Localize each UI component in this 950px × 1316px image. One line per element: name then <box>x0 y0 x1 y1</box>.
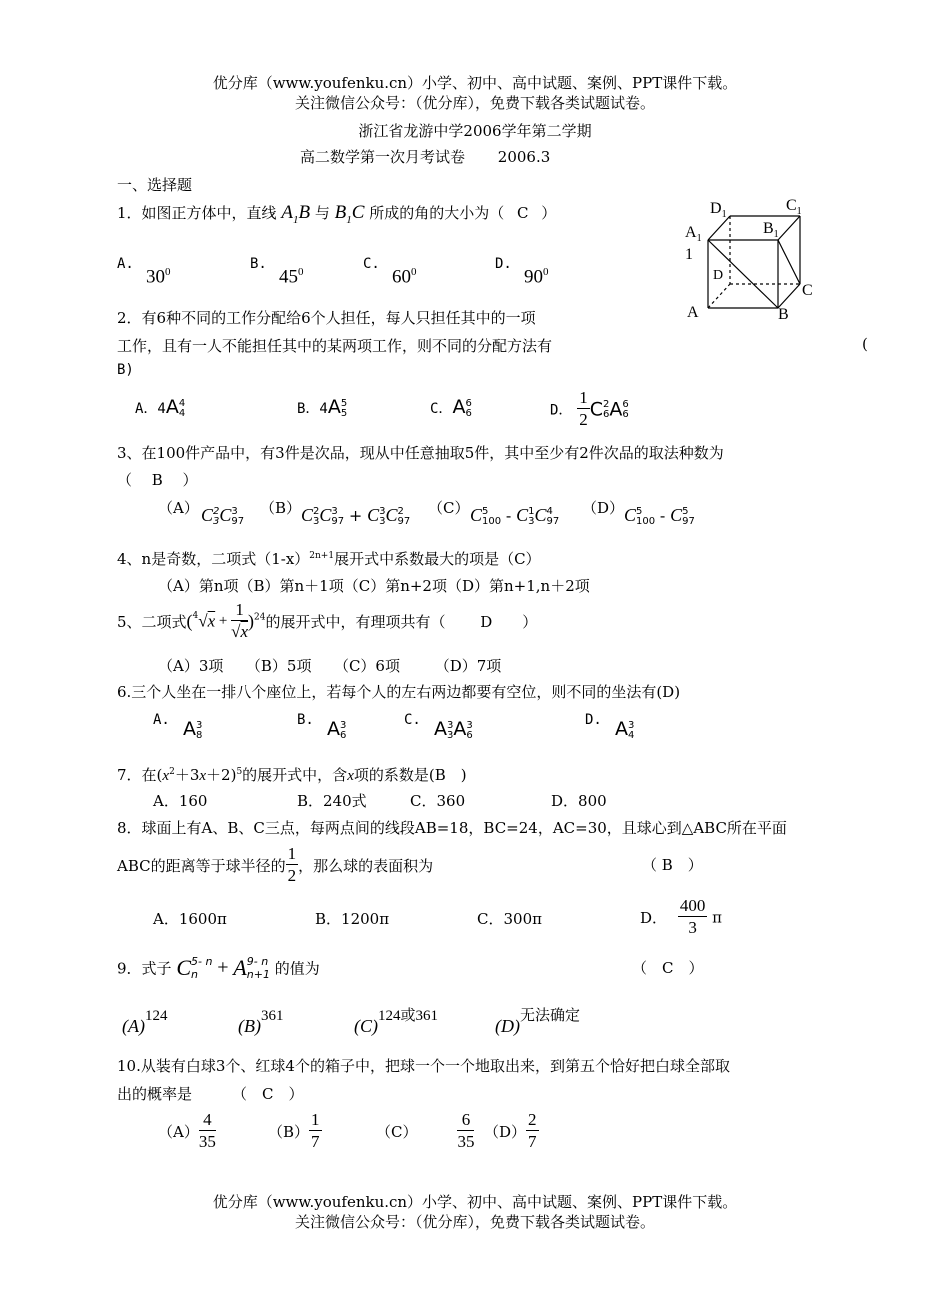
q6-opt-d: A3 4 <box>615 718 635 741</box>
q1-opt-a: $30^0$ <box>146 266 171 288</box>
q1-line-b1c: $B_1C$ <box>334 202 365 226</box>
q1-line-a1b: $A_1B$ <box>281 202 311 226</box>
q10-line2: 出的概率是 （ C ） <box>117 1085 304 1103</box>
q7-opt-d: D．800 <box>551 792 607 810</box>
q8-line2: ABC的距离等于球半径的 $\frac{1}{2}$ ，那么球的表面积为 <box>117 844 434 885</box>
q3-answer: （ B ） <box>117 471 198 489</box>
q3-opt-d: C5 100 - C5 97 <box>624 505 695 527</box>
q3-opt-c: C5 100 - C1 3C4 97 <box>470 505 560 527</box>
exam-title-main <box>300 146 550 167</box>
q1-answer: C <box>517 204 529 222</box>
q10-opt-c: （C） $\frac{6}{35}$ <box>376 1110 475 1151</box>
q7-opt-b: B．240式 <box>297 792 367 810</box>
q9-opt-a: (A)124 <box>122 1008 168 1036</box>
section-heading: 一、选择题 <box>117 176 193 194</box>
q9-line1: 9．式子 C5- n n + A9- n n+1 的值为 <box>117 955 320 981</box>
q6-opt-c-label: C. <box>404 712 421 728</box>
q2-opt-b: B．4A5 5 <box>297 396 348 419</box>
q8-opt-d: D． $\frac{400}{3}$ π <box>640 896 722 937</box>
q6-opt-b: A3 6 <box>327 718 347 741</box>
site-header-line2: 关注微信公众号：（优分库），免费下载各类试题试卷。 <box>294 94 655 112</box>
q7-line1: 7．在$(x^2+3x+2)^5$的展开式中，含x项的系数是(B ) <box>117 766 467 784</box>
q9-opt-d: (D)无法确定 <box>495 1006 581 1036</box>
q5-line1: 5、二项式($^4$√x + $\frac{1}{√x}$ )$^{24}$的展开式中，有理项共有（ D ） <box>117 600 538 641</box>
q8-opt-a: A．1600π <box>153 910 227 928</box>
q2-line1: 2．有6种不同的工作分配给6个人担任，每人只担任其中的一项 <box>117 309 536 327</box>
q2-opt-a: A．4A4 4 <box>135 396 186 419</box>
q8-line1: 8．球面上有A、B、C三点，每两点间的线段AB=18，BC=24，AC=30，且球心到△ABC所在平面 <box>117 819 787 837</box>
site-header-line1: 优分库（www.youfenku.cn）小学、初中、高中试题、案例、PPT课件下载。 <box>212 74 738 92</box>
q6-opt-c: A3 3A3 6 <box>434 718 473 741</box>
exam-title-school: 浙江省龙游中学2006学年第二学期 <box>358 122 592 140</box>
q7-opt-a: A．160 <box>153 792 208 810</box>
q1-text-a: 1．如图正方体中，直线 <box>117 204 277 222</box>
q8-opt-c: C．300π <box>477 910 542 928</box>
cube-label-one: 1 <box>685 246 693 263</box>
q8-answer: （ B ） <box>642 856 703 874</box>
q3-opt-a: C2 3C3 97 <box>201 505 245 527</box>
cube-label-d1: $D_1$ <box>710 200 727 221</box>
q6-opt-a: A3 8 <box>183 718 203 741</box>
q4-line1: 4、n是奇数，二项式$(1-x)^{2n+1}$展开式中系数最大的项是（C） <box>117 550 541 568</box>
exam-date: 2006.3 <box>497 148 551 166</box>
q8-opt-b: B．1200π <box>315 910 390 928</box>
cube-label-a: A <box>687 304 699 321</box>
q4-options: （A）第n项（B）第n＋1项（C）第n+2项（D）第n+1,n＋2项 <box>158 577 590 595</box>
q3-opt-d-label: （D） <box>582 499 625 517</box>
question-1 <box>117 202 556 226</box>
q2-paren: ( <box>862 335 868 353</box>
cube-label-c1: $C_1$ <box>786 197 802 218</box>
q3-line1: 3、在100件产品中，有3件是次品，现从中任意抽取5件，其中至少有2件次品的取法种数为 <box>117 444 724 462</box>
q9-answer: （ C ） <box>632 959 704 977</box>
q6-opt-d-label: D. <box>585 712 602 728</box>
q1-opt-a-label: A. <box>117 256 134 272</box>
q6-opt-a-label: A. <box>153 712 170 728</box>
q10-opt-b: （B） $\frac{1}{7}$ <box>268 1110 320 1151</box>
cube-label-b1: $B_1$ <box>763 220 779 241</box>
q9-opt-c: (C)124或361 <box>354 1008 439 1036</box>
q1-opt-b-label: B. <box>250 256 267 272</box>
q2-line2: 工作，且有一人不能担任其中的某两项工作，则不同的分配方法有 <box>117 337 553 355</box>
cube-label-b: B <box>778 306 789 323</box>
q10-opt-d: （D） $\frac{2}{7}$ <box>484 1110 537 1151</box>
q5-options: （A）3项 （B）5项 （C）6项 （D）7项 <box>158 657 502 675</box>
q1-text-c: 所成的角的大小为（ <box>369 204 505 222</box>
exam-title-text: 高二数学第一次月考试卷 <box>300 148 466 166</box>
q3-opt-a-label: （A） <box>158 499 199 517</box>
q3-opt-b-label: （B） <box>260 499 302 517</box>
q2-opt-c: C．A6 6 <box>430 396 472 419</box>
q6-line1: 6.三个人坐在一排八个座位上，若每个人的左右两边都要有空位，则不同的坐法有(D) <box>117 683 681 701</box>
site-footer-line2: 关注微信公众号：（优分库），免费下载各类试题试卷。 <box>294 1213 655 1231</box>
q1-opt-c-label: C. <box>363 256 380 272</box>
q1-close: ） <box>541 204 557 222</box>
q2-opt-d: D． $\frac{1}{2}$ C2 6A6 6 <box>550 388 629 429</box>
q6-opt-b-label: B. <box>297 712 314 728</box>
q10-opt-a: （A） $\frac{4}{35}$ <box>158 1110 216 1151</box>
q1-opt-d: $90^0$ <box>524 266 549 288</box>
q1-opt-b: $45^0$ <box>279 266 304 288</box>
q2-answer: B) <box>117 362 134 378</box>
site-footer-line1: 优分库（www.youfenku.cn）小学、初中、高中试题、案例、PPT课件下载。 <box>212 1193 738 1211</box>
q7-opt-c: C．360 <box>410 792 466 810</box>
cube-label-c: C <box>802 282 813 299</box>
q10-line1: 10.从装有白球3个、红球4个的箱子中，把球一个一个地取出来，到第五个恰好把白球全部取 <box>117 1057 730 1075</box>
cube-label-d: D <box>713 268 724 283</box>
q1-opt-d-label: D. <box>495 256 512 272</box>
q1-text-b: 与 <box>314 204 330 222</box>
cube-figure <box>680 196 820 326</box>
q3-opt-b: C2 3C3 97 + C3 3C2 97 <box>301 505 411 527</box>
q3-opt-c-label: （C） <box>428 499 470 517</box>
cube-label-a1: $A_1$ <box>685 224 702 245</box>
q9-opt-b: (B)361 <box>238 1008 284 1036</box>
q1-opt-c: $60^0$ <box>392 266 417 288</box>
